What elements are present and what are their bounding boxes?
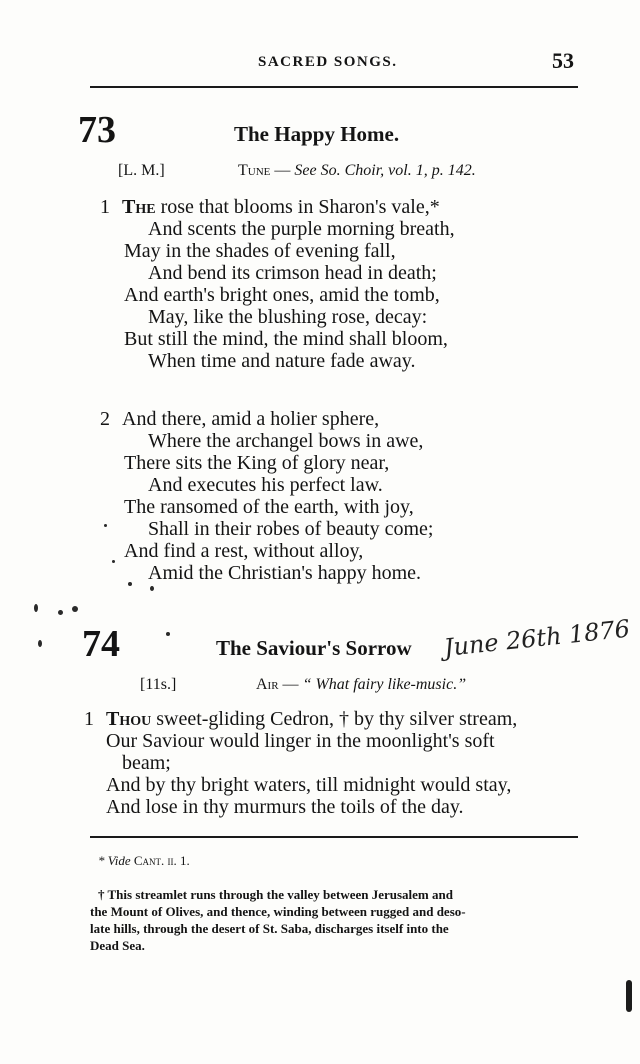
verse-line: And earth's bright ones, amid the tomb, (124, 284, 440, 306)
verse-line: But still the mind, the mind shall bloom, (124, 328, 448, 350)
running-head: SACRED SONGS. (258, 54, 398, 70)
scan-speck (72, 606, 78, 612)
page-number: 53 (552, 48, 574, 73)
verse-line: Shall in their robes of beauty come; (148, 518, 434, 540)
footnote-dagger (90, 886, 580, 954)
verse-line: There sits the King of glory near, (124, 452, 390, 474)
verse-line: And by thy bright waters, till midnight would stay, (106, 774, 512, 796)
footnote-line: the Mount of Olives, and thence, winding between rugged and deso- (90, 904, 466, 919)
verse-line (100, 408, 433, 430)
scan-speck (58, 610, 63, 615)
scan-speck (150, 586, 154, 591)
footnote-vide-mark: * Vide (98, 853, 131, 868)
verse-initial-word: Thou (106, 708, 152, 730)
scan-speck (112, 560, 115, 563)
tune-reference (256, 676, 466, 694)
verse-line: May in the shades of evening fall, (124, 240, 396, 262)
scan-speck (104, 524, 107, 527)
hymn-number: 74 (82, 623, 120, 665)
verse-line: The ransomed of the earth, with joy, (124, 496, 414, 518)
verse-line: Amid the Christian's happy home. (148, 562, 422, 584)
tune-reference (238, 162, 476, 180)
verse-line-text: sweet-gliding Cedron, † by thy silver stream, (151, 708, 518, 730)
verse-line: May, like the blushing rose, decay: (148, 306, 428, 328)
verse-line-text: rose that blooms in Sharon's vale,* (155, 196, 440, 218)
footnote-line: † This streamlet runs through the valley between Jerusalem and (98, 887, 453, 902)
verse-line: beam; (122, 752, 171, 774)
hymn-title: The Happy Home. (234, 122, 400, 146)
hymn-number: 73 (78, 109, 116, 151)
hymn-title: The Saviour's Sorrow (216, 636, 412, 660)
footnote-line: Dead Sea. (90, 938, 145, 953)
tune-label: Air — (256, 676, 299, 693)
verse-number: 1 (84, 708, 94, 730)
meter-label: [11s.] (140, 676, 177, 693)
footnote-line: late hills, through the desert of St. Saba, discharges itself into the (90, 921, 449, 936)
verse-line (84, 708, 517, 730)
tune-ref: “ What fairy like-music.” (302, 676, 467, 693)
verse-line: And scents the purple morning breath, (148, 218, 455, 240)
footnote-vide-ref: Cant. ii. 1. (133, 853, 190, 868)
verse-line: And bend its crimson head in death; (148, 262, 437, 284)
scan-speck (128, 582, 132, 586)
verse (84, 708, 517, 818)
meter-label: [L. M.] (118, 162, 165, 179)
verse-line: When time and nature fade away. (148, 350, 416, 372)
verse (100, 408, 433, 584)
scan-speck (38, 640, 42, 647)
verse-line: And lose in thy murmurs the toils of the day. (106, 796, 464, 818)
verse-line (100, 196, 455, 218)
verse-number: 1 (100, 196, 110, 218)
footnote-rule (90, 836, 578, 838)
verse-line: Where the archangel bows in awe, (148, 430, 424, 452)
verse-line-text: And there, amid a holier sphere, (122, 408, 380, 430)
handwritten-date-note: June 26th 1876 (442, 614, 632, 662)
tune-ref: See So. Choir, vol. 1, p. 142. (294, 162, 476, 179)
footnote-vide (98, 852, 190, 869)
verse-line: And executes his perfect law. (148, 474, 383, 496)
verse-initial-word: The (122, 196, 156, 218)
tune-label: Tune — (238, 162, 291, 179)
verse-line: And find a rest, without alloy, (124, 540, 364, 562)
verse-line: Our Saviour would linger in the moonlight's soft (106, 730, 495, 752)
header-rule (90, 86, 578, 88)
verse (100, 196, 455, 372)
page-edge-mark (626, 980, 632, 1012)
verse-number: 2 (100, 408, 110, 430)
scan-speck (166, 632, 170, 636)
scan-speck (34, 604, 38, 612)
